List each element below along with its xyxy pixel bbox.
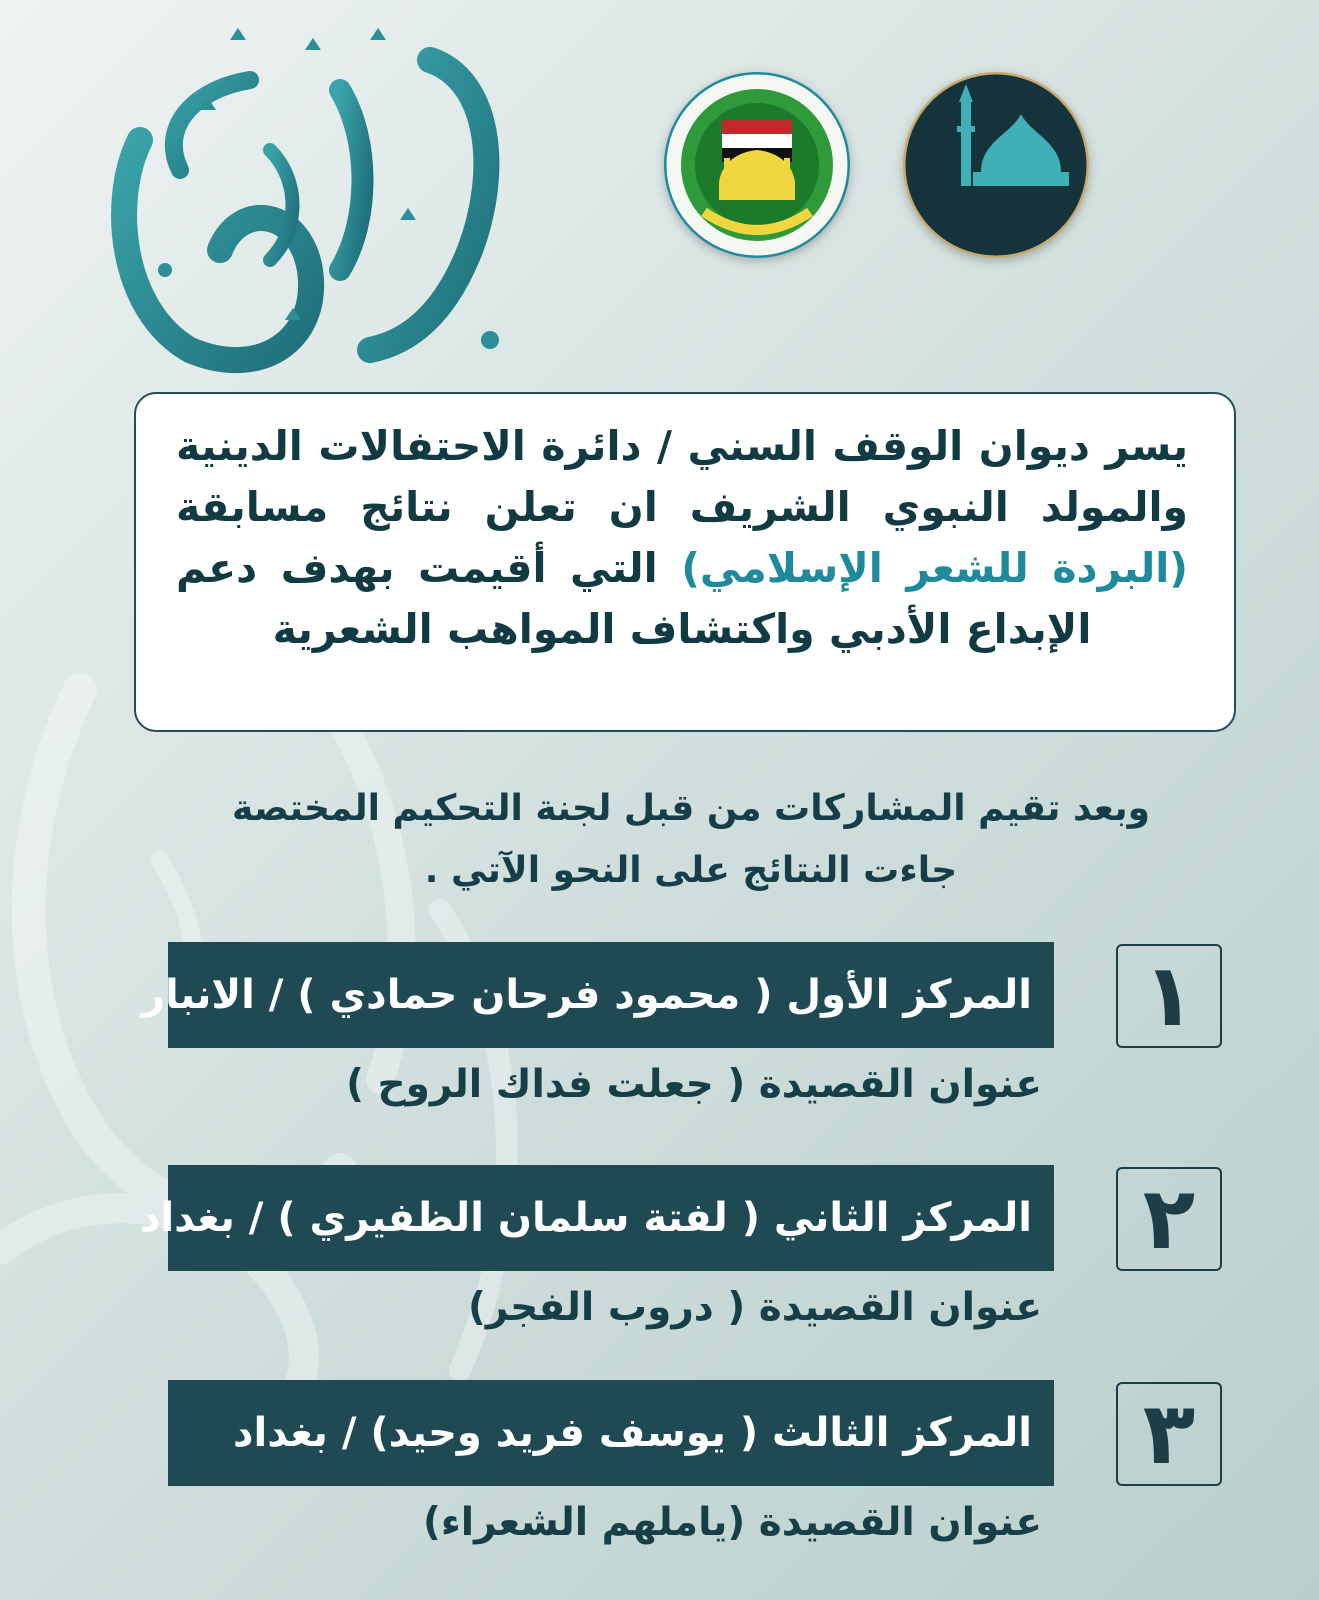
sunni-endowment-emblem-icon — [664, 72, 850, 258]
rank-number: ٣ — [1116, 1382, 1222, 1486]
religious-celebrations-logo — [903, 72, 1089, 258]
announcement-calligraphy — [70, 20, 540, 380]
winner-title-bar: المركز الثاني ( لفتة سلمان الظفيري ) / بغداد — [168, 1165, 1054, 1271]
mosque-dome-emblem-icon — [903, 72, 1089, 258]
competition-name: (البردة للشعر الإسلامي) — [681, 544, 1189, 592]
result-first-place — [141, 942, 1222, 1132]
evaluation-line-1: وبعد تقيم المشاركات من قبل لجنة التحكيم المختصة — [232, 788, 1150, 829]
evaluation-line-2: جاءت النتائج على النحو الآتي . — [424, 850, 958, 891]
sunni-endowment-logo — [664, 72, 850, 258]
evaluation-note — [176, 778, 1206, 902]
intro-text-after: التي أقيمت بهدف دعم الإبداع الأدبي واكتشاف المواهب الشعرية — [176, 544, 1092, 653]
rank-number: ١ — [1116, 944, 1222, 1048]
winner-title-bar: المركز الأول ( محمود فرحان حمادي ) / الانبار — [168, 942, 1054, 1048]
poem-title: عنوان القصيدة ( دروب الفجر) — [468, 1285, 1042, 1330]
result-second-place — [139, 1165, 1222, 1355]
announcement-calligraphy-art — [70, 20, 540, 380]
intro-text-before: يسر ديوان الوقف السني / دائرة الاحتفالات الدينية والمولد النبوي الشريف ان تعلن نتائج مسابقة — [176, 422, 1188, 531]
poem-title: عنوان القصيدة ( جعلت فداك الروح ) — [346, 1062, 1042, 1107]
rank-number: ٢ — [1116, 1167, 1222, 1271]
announcement-intro — [134, 392, 1236, 732]
poem-title: عنوان القصيدة (يامله‍م الشعراء) — [423, 1500, 1042, 1545]
winner-title-bar: المركز الثالث ( يوسف فريد وحيد) / بغداد — [168, 1380, 1054, 1486]
result-third-place — [176, 1380, 1222, 1570]
